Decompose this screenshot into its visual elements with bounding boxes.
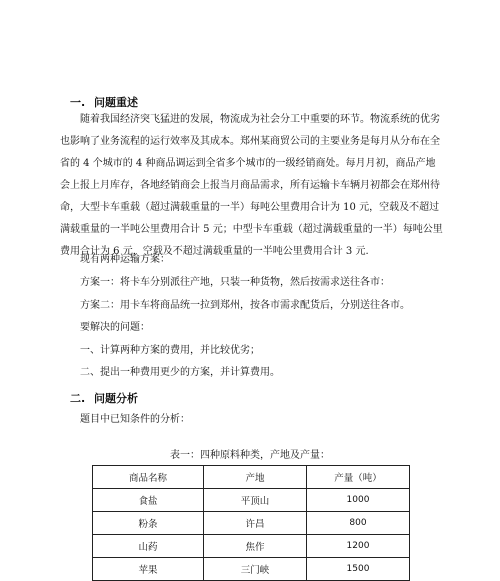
task-intro: 要解决的问题： xyxy=(80,322,150,333)
problem-statement-text: 随着我国经济突飞猛进的发展，物流成为社会分工中重要的环节。物流系统的优劣也影响了业务流程的运行效率及其成本。郑州某商贸公司的主要业务是每月从分布在全省的 4 个城市的 4 种商品调运到全省多个城市的一级经销商处。每月月初，商品产地会上报上月库存，各地经销商会上报当月商品需求，所有运输卡车辆月初都会在郑州待命，大型卡车重载（超过满载重量的一半）每吨公里费用合计为 10 元，空载及不超过满载重量的一半吨公里费用合计 5 元；中型卡车重载（超过满载重量的一半）每吨公里费用合计为 6 元，空载及不超过满载重量的一半吨公里费用合计 3 元. xyxy=(60,114,443,257)
table-row xyxy=(93,512,410,535)
table-row xyxy=(93,558,410,581)
plans-intro: 现有两种运输方案： xyxy=(80,254,170,265)
section-2-number: 二. xyxy=(70,392,86,405)
task-2-text: 二、提出一种费用更少的方案，并计算费用。 xyxy=(80,367,280,378)
cell-product: 食盐 xyxy=(93,489,204,512)
task-1-text: 一、计算两种方案的费用，并比较优劣； xyxy=(80,345,260,356)
cell-origin: 三门峡 xyxy=(204,558,307,581)
cell-output: 1000 xyxy=(307,489,410,512)
section-2-heading xyxy=(70,390,138,406)
table-header-row xyxy=(93,466,410,489)
cell-product: 苹果 xyxy=(93,558,204,581)
cell-output: 1500 xyxy=(307,558,410,581)
cell-product: 山药 xyxy=(93,535,204,558)
table-row xyxy=(93,489,410,512)
plan-2-text: 方案二：用卡车将商品统一拉到郑州，按各市需求配货后，分别送往各市。 xyxy=(80,300,410,311)
header-origin: 产地 xyxy=(204,466,307,489)
section-1-paragraph xyxy=(60,109,445,263)
table-row xyxy=(93,535,410,558)
products-table xyxy=(92,465,410,581)
cell-output: 800 xyxy=(307,512,410,535)
section-2-title: 问题分析 xyxy=(94,392,138,405)
section-1-number: 一. xyxy=(70,96,86,109)
cell-origin: 焦作 xyxy=(204,535,307,558)
section-1-heading xyxy=(70,94,138,110)
plan-1-text: 方案一：将卡车分别派往产地，只装一种货物，然后按需求送往各市： xyxy=(80,277,390,288)
cell-product: 粉条 xyxy=(93,512,204,535)
cell-origin: 平顶山 xyxy=(204,489,307,512)
table-caption: 表一：四种原料种类，产地及产量： xyxy=(170,450,330,461)
cell-origin: 许昌 xyxy=(204,512,307,535)
section-1-title: 问题重述 xyxy=(94,96,138,109)
header-output: 产量（吨） xyxy=(307,466,410,489)
section-2-intro: 题目中已知条件的分析： xyxy=(80,414,190,425)
cell-output: 1200 xyxy=(307,535,410,558)
header-product-name: 商品名称 xyxy=(93,466,204,489)
